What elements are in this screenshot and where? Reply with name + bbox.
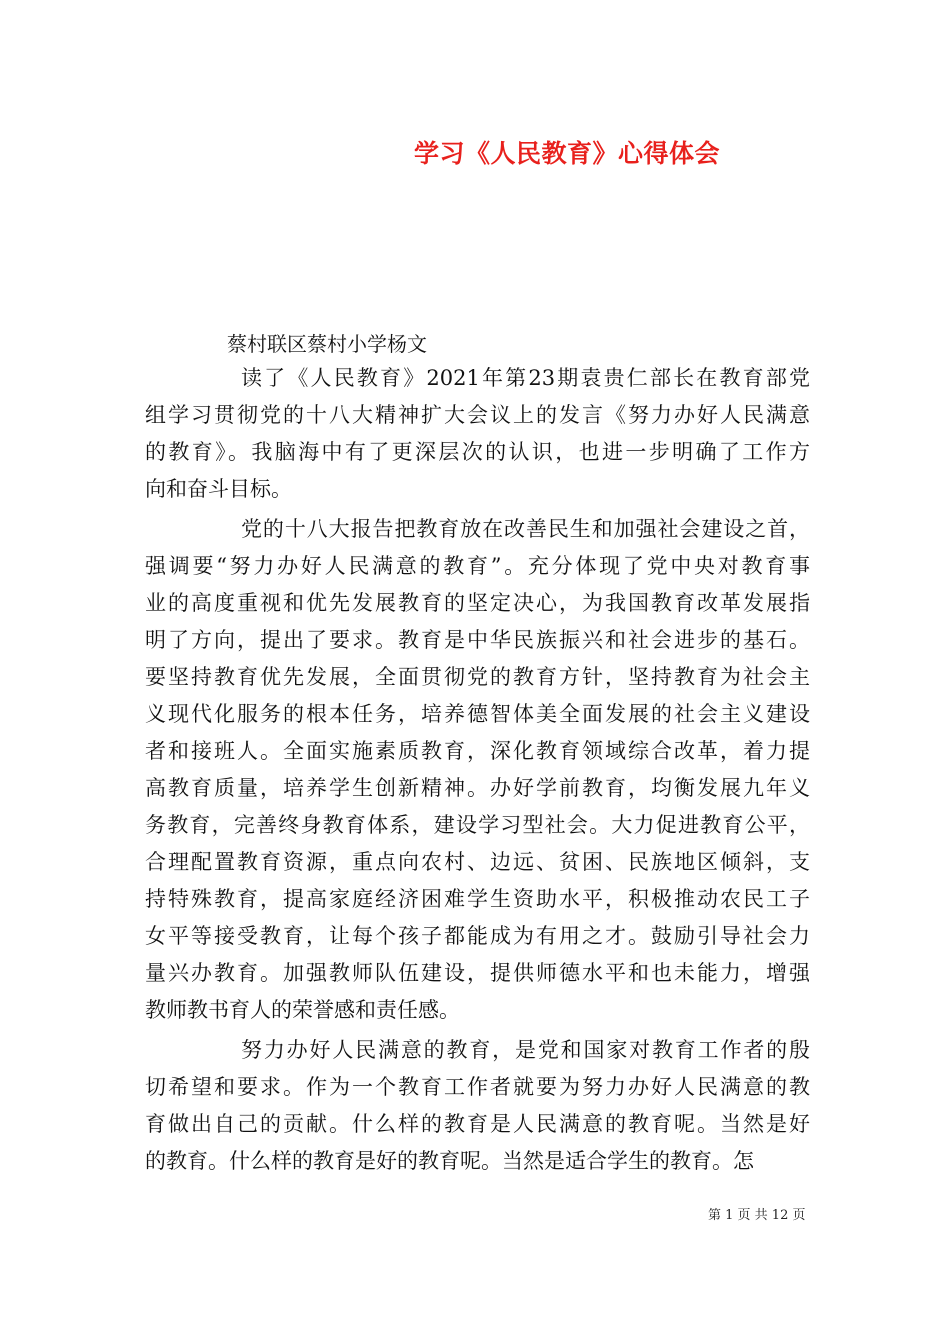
paragraph-line: 切希望和要求。作为一个教育工作者就要为努力办好人民满意的教 <box>145 1075 810 1099</box>
paragraph-line: 高教育质量，培养学生创新精神。办好学前教育，均衡发展九年义 <box>145 776 810 800</box>
paragraph <box>145 511 810 1029</box>
paragraph <box>145 360 810 508</box>
author-line: 蔡村联区蔡村小学杨文 <box>227 332 427 356</box>
paragraph-line: 持特殊教育，提高家庭经济困难学生资助水平，积极推动农民工子 <box>145 887 810 911</box>
paragraph-line: 组学习贯彻党的十八大精神扩大会议上的发言《努力办好人民满意 <box>145 403 810 427</box>
paragraph-line: 合理配置教育资源，重点向农村、边远、贫困、民族地区倾斜，支 <box>145 850 810 874</box>
paragraph-line: 党的十八大报告把教育放在改善民生和加强社会建设之首， <box>241 517 810 541</box>
page-number-footer: 第 1 页 共 12 页 <box>708 1208 806 1223</box>
paragraph-line: 明了方向，提出了要求。教育是中华民族振兴和社会进步的基石。 <box>145 628 810 652</box>
paragraph-line: 的教育。什么样的教育是好的教育呢。当然是适合学生的教育。怎 <box>145 1149 754 1173</box>
paragraph-line: 的教育》。我脑海中有了更深层次的认识，也进一步明确了工作方 <box>145 440 810 464</box>
body-text <box>145 360 810 1183</box>
paragraph-line: 女平等接受教育，让每个孩子都能成为有用之才。鼓励引导社会力 <box>145 924 810 948</box>
paragraph-line: 向和奋斗目标。 <box>145 477 292 501</box>
paragraph-line: 量兴办教育。加强教师队伍建设，提供师德水平和也未能力，增强 <box>145 961 810 985</box>
paragraph <box>145 1032 810 1180</box>
paragraph-line: 强调要“努力办好人民满意的教育”。充分体现了党中央对教育事 <box>145 554 810 578</box>
paragraph-line: 读了《人民教育》2021年第23期袁贵仁部长在教育部党 <box>241 366 810 390</box>
paragraph-line: 教师教书育人的荣誉感和责任感。 <box>145 998 460 1022</box>
paragraph-line: 育做出自己的贡献。什么样的教育是人民满意的教育呢。当然是好 <box>145 1112 810 1136</box>
paragraph-line: 者和接班人。全面实施素质教育，深化教育领域综合改革，着力提 <box>145 739 810 763</box>
paragraph-line: 要坚持教育优先发展，全面贯彻党的教育方针，坚持教育为社会主 <box>145 665 810 689</box>
paragraph-line: 努力办好人民满意的教育，是党和国家对教育工作者的殷 <box>241 1038 810 1062</box>
document-title: 学习《人民教育》心得体会 <box>414 139 721 168</box>
paragraph-line: 务教育，完善终身教育体系，建设学习型社会。大力促进教育公平， <box>145 813 810 837</box>
paragraph-line: 业的高度重视和优先发展教育的坚定决心，为我国教育改革发展指 <box>145 591 810 615</box>
paragraph-line: 义现代化服务的根本任务，培养德智体美全面发展的社会主义建设 <box>145 702 810 726</box>
